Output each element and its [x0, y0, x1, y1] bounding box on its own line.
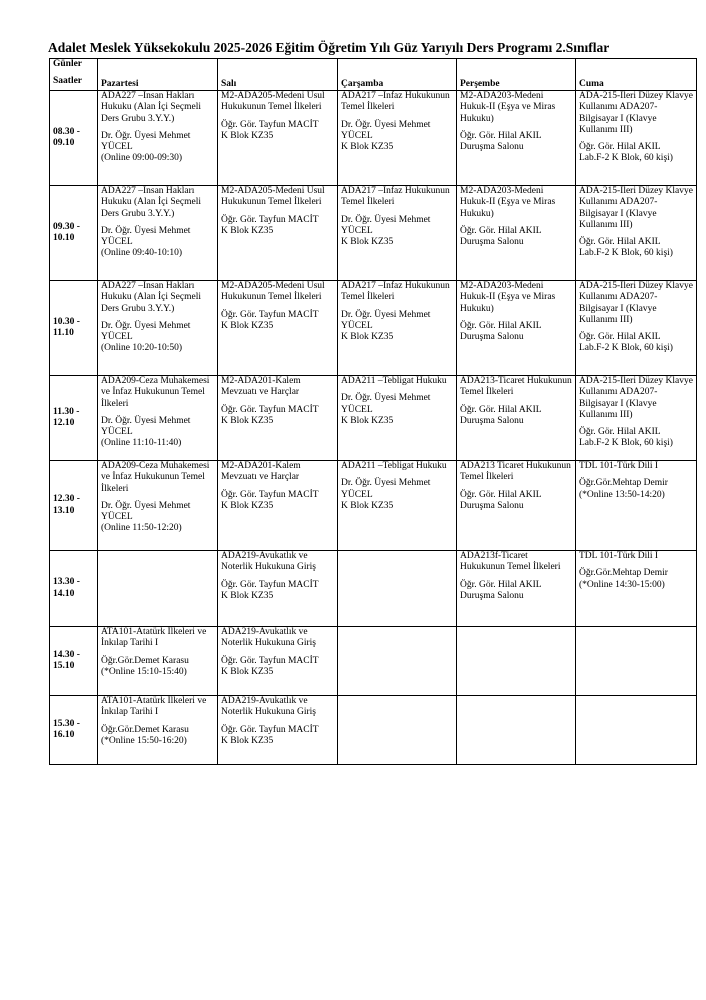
- instructor: Öğr. Gör. Hilal AKIL: [460, 579, 542, 590]
- course-cell: [457, 696, 576, 765]
- time-slot-row: [50, 696, 697, 765]
- time-cell: [50, 281, 98, 376]
- instructor: Dr. Öğr. Üyesi Mehmet YÜCEL: [341, 393, 431, 415]
- course-name: M2-ADA205-Medeni Usul Hukukunun Temel İlkeleri: [221, 186, 325, 208]
- course-name: M2-ADA203-Medeni Hukuk-II (Eşya ve Miras Hukuku): [460, 91, 556, 124]
- location: K Blok KZ35: [221, 130, 274, 141]
- instructor: Öğr. Gör. Tayfun MACİT: [221, 579, 319, 590]
- location: Lab.F-2 K Blok, 60 kişi): [579, 438, 673, 449]
- course-cell: [576, 281, 697, 376]
- time-start: 12.30 -: [53, 494, 80, 505]
- course-name: ADA219-Avukatlık ve Noterlik Hukukuna Giriş: [221, 551, 316, 573]
- course-cell: [98, 186, 218, 281]
- time-end: 13.10: [53, 505, 75, 516]
- location: Lab.F-2 K Blok, 60 kişi): [579, 153, 673, 164]
- instructor: Öğr.Gör.Mehtap Demir: [579, 478, 668, 489]
- instructor: Öğr.Gör.Demet Karasu: [101, 655, 189, 666]
- time-cell: [50, 376, 98, 461]
- course-cell: [218, 376, 338, 461]
- location: K Blok KZ35: [221, 590, 274, 601]
- course-cell: [338, 376, 457, 461]
- course-cell: [576, 696, 697, 765]
- course-name: ADA-215-İleri Düzey Klavye Kullanımı ADA207-Bilgisayar I (Klavye Kullanımı III): [579, 376, 693, 420]
- instructor: Dr. Öğr. Üyesi Mehmet YÜCEL: [341, 478, 431, 500]
- location: Lab.F-2 K Blok, 60 kişi): [579, 343, 673, 354]
- instructor: Öğr. Gör. Tayfun MACİT: [221, 724, 319, 735]
- instructor: Öğr. Gör. Hilal AKIL: [579, 237, 661, 248]
- instructor: Dr. Öğr. Üyesi Mehmet YÜCEL: [341, 214, 431, 236]
- location: K Blok KZ35: [341, 415, 394, 426]
- course-name: ADA211 –Tebligat Hukuku: [341, 376, 447, 386]
- course-cell: [98, 376, 218, 461]
- course-name: ADA-215-İleri Düzey Klavye Kullanımı ADA207-Bilgisayar I (Klavye Kullanımı III): [579, 91, 693, 135]
- instructor: Öğr. Gör. Hilal AKIL: [460, 225, 542, 236]
- day-header: [98, 59, 218, 91]
- course-cell: [457, 627, 576, 696]
- time-cell: [50, 461, 98, 551]
- day-header-label: Çarşamba: [341, 78, 384, 89]
- course-cell: [576, 376, 697, 461]
- time-cell: [50, 627, 98, 696]
- course-name: ADA211 –Tebligat Hukuku: [341, 461, 447, 471]
- time-start: 08.30 -: [53, 126, 80, 137]
- corner-hours-label: Saatler: [53, 76, 83, 87]
- course-name: ADA227 –İnsan Hakları Hukuku (Alan İçi Seçmeli Ders Grubu 3.Y.Y.): [101, 281, 201, 314]
- location: K Blok KZ35: [341, 237, 394, 248]
- course-name: ADA213 Ticaret Hukukunun Temel İlkeleri: [460, 461, 571, 483]
- day-header: [457, 59, 576, 91]
- time-start: 09.30 -: [53, 221, 80, 232]
- course-name: ADA219-Avukatlık ve Noterlik Hukukuna Giriş: [221, 627, 316, 649]
- course-cell: [218, 551, 338, 627]
- course-cell: [98, 696, 218, 765]
- instructor: Öğr. Gör. Hilal AKIL: [460, 320, 542, 331]
- instructor: Öğr. Gör. Tayfun MACİT: [221, 489, 319, 500]
- time-cell: [50, 551, 98, 627]
- course-name: M2-ADA203-Medeni Hukuk-II (Eşya ve Miras Hukuku): [460, 186, 556, 219]
- location: Duruşma Salonu: [460, 500, 524, 511]
- time-start: 14.30 -: [53, 649, 80, 660]
- location: Duruşma Salonu: [460, 142, 524, 153]
- course-cell: [338, 551, 457, 627]
- instructor: Dr. Öğr. Üyesi Mehmet YÜCEL: [101, 130, 191, 153]
- time-end: 11.10: [53, 328, 74, 338]
- course-name: TDL 101-Türk Dili I: [579, 551, 659, 561]
- instructor: Öğr. Gör. Hilal AKIL: [579, 332, 661, 343]
- time-slot-row: [50, 281, 697, 376]
- course-cell: [218, 461, 338, 551]
- time-cell: [50, 186, 98, 281]
- day-header: [218, 59, 338, 91]
- course-cell: [457, 376, 576, 461]
- location: K Blok KZ35: [221, 415, 274, 426]
- location: (*Online 15:50-16:20): [101, 735, 187, 746]
- course-name: ADA-215-İleri Düzey Klavye Kullanımı ADA207-Bilgisayar I (Klavye Kullanımı III): [579, 281, 693, 325]
- course-cell: [457, 461, 576, 551]
- time-end: 12.10: [53, 418, 75, 428]
- day-header: [576, 59, 697, 91]
- course-cell: [457, 186, 576, 281]
- course-cell: [218, 186, 338, 281]
- course-cell: [98, 627, 218, 696]
- time-slot-row: [50, 186, 697, 281]
- course-name: ADA227 –İnsan Hakları Hukuku (Alan İçi Seçmeli Ders Grubu 3.Y.Y.): [101, 186, 201, 219]
- course-cell: [218, 627, 338, 696]
- course-cell: [218, 91, 338, 186]
- instructor: Öğr. Gör. Hilal AKIL: [460, 489, 542, 500]
- course-cell: [457, 281, 576, 376]
- course-cell: [98, 281, 218, 376]
- day-header-label: Cuma: [579, 78, 604, 89]
- instructor: Dr. Öğr. Üyesi Mehmet YÜCEL: [101, 500, 191, 523]
- course-cell: [98, 461, 218, 551]
- location: K Blok KZ35: [221, 225, 274, 236]
- time-slot-row: [50, 551, 697, 627]
- location: (Online 11:10-11:40): [101, 438, 182, 449]
- instructor: Öğr.Gör.Mehtap Demir: [579, 568, 668, 579]
- schedule-table: [49, 58, 697, 765]
- instructor: Dr. Öğr. Üyesi Mehmet YÜCEL: [101, 415, 191, 438]
- time-start: 13.30 -: [53, 577, 80, 588]
- course-cell: [98, 91, 218, 186]
- course-name: ADA227 –İnsan Hakları Hukuku (Alan İçi Seçmeli Ders Grubu 3.Y.Y.): [101, 91, 201, 124]
- instructor: Öğr. Gör. Tayfun MACİT: [221, 309, 319, 320]
- location: (Online 09:00-09:30): [101, 153, 183, 164]
- location: Lab.F-2 K Blok, 60 kişi): [579, 248, 673, 259]
- time-end: 15.10: [53, 661, 75, 671]
- course-cell: [338, 461, 457, 551]
- course-name: TDL 101-Türk Dili I: [579, 461, 659, 471]
- location: (Online 11:50-12:20): [101, 523, 182, 534]
- course-cell: [98, 551, 218, 627]
- time-start: 15.30 -: [53, 718, 80, 729]
- course-name: ADA217 –İnfaz Hukukunun Temel İlkeleri: [341, 281, 450, 303]
- time-cell: [50, 696, 98, 765]
- day-header-label: Pazartesi: [101, 78, 139, 89]
- course-name: ADA209-Ceza Muhakemesi ve İnfaz Hukukunun Temel İlkeleri: [101, 461, 210, 494]
- course-cell: [218, 696, 338, 765]
- location: K Blok KZ35: [341, 500, 394, 511]
- instructor: Dr. Öğr. Üyesi Mehmet YÜCEL: [101, 320, 191, 343]
- instructor: Dr. Öğr. Üyesi Mehmet YÜCEL: [341, 119, 431, 141]
- time-slot-row: [50, 627, 697, 696]
- location: Duruşma Salonu: [460, 590, 524, 601]
- location: Duruşma Salonu: [460, 415, 524, 426]
- course-name: ADA217 –İnfaz Hukukunun Temel İlkeleri: [341, 91, 450, 113]
- location: K Blok KZ35: [221, 320, 274, 331]
- course-cell: [576, 186, 697, 281]
- course-cell: [338, 281, 457, 376]
- instructor: Öğr. Gör. Tayfun MACİT: [221, 119, 319, 130]
- location: Duruşma Salonu: [460, 332, 524, 343]
- location: (*Online 14:30-15:00): [579, 579, 665, 590]
- course-cell: [576, 551, 697, 627]
- location: K Blok KZ35: [341, 332, 394, 343]
- header-row: [50, 59, 697, 91]
- instructor: Öğr. Gör. Hilal AKIL: [460, 130, 542, 141]
- course-cell: [338, 186, 457, 281]
- course-name: M2-ADA201-Kalem Mevzuatı ve Harçlar: [221, 376, 301, 398]
- course-name: ADA217 –İnfaz Hukukunun Temel İlkeleri: [341, 186, 450, 208]
- time-start: 11.30 -: [53, 406, 80, 417]
- instructor: Öğr. Gör. Hilal AKIL: [460, 404, 542, 415]
- course-name: ADA213-Ticaret Hukukunun Temel İlkeleri: [460, 376, 572, 398]
- day-header-label: Salı: [221, 78, 237, 89]
- course-name: ATA101-Atatürk İlkeleri ve İnkılap Tarihi I: [101, 627, 207, 649]
- location: (Online 10:20-10:50): [101, 343, 183, 354]
- course-name: ADA-215-İleri Düzey Klavye Kullanımı ADA207-Bilgisayar I (Klavye Kullanımı III): [579, 186, 693, 230]
- course-cell: [576, 461, 697, 551]
- course-cell: [576, 91, 697, 186]
- instructor: Dr. Öğr. Üyesi Mehmet YÜCEL: [341, 309, 431, 331]
- page-title: Adalet Meslek Yüksekokulu 2025-2026 Eğitim Öğretim Yılı Güz Yarıyılı Ders Programı 2.Sınıflar: [48, 40, 610, 55]
- course-cell: [457, 91, 576, 186]
- corner-cell: [50, 59, 98, 91]
- day-header: [338, 59, 457, 91]
- course-name: ADA219-Avukatlık ve Noterlik Hukukuna Giriş: [221, 696, 316, 718]
- course-name: ADA209-Ceza Muhakemesi ve İnfaz Hukukunun Temel İlkeleri: [101, 376, 210, 409]
- time-slot-row: [50, 376, 697, 461]
- time-end: 09.10: [53, 138, 75, 148]
- location: (*Online 15:10-15:40): [101, 666, 187, 677]
- instructor: Öğr. Gör. Hilal AKIL: [579, 427, 661, 438]
- course-cell: [338, 91, 457, 186]
- time-end: 10.10: [53, 233, 75, 243]
- instructor: Öğr. Gör. Tayfun MACİT: [221, 214, 319, 225]
- course-name: ATA101-Atatürk İlkeleri ve İnkılap Tarihi I: [101, 696, 207, 718]
- location: Duruşma Salonu: [460, 237, 524, 248]
- time-slot-row: [50, 91, 697, 186]
- time-cell: [50, 91, 98, 186]
- instructor: Dr. Öğr. Üyesi Mehmet YÜCEL: [101, 225, 191, 248]
- course-cell: [457, 551, 576, 627]
- location: (Online 09:40-10:10): [101, 248, 183, 259]
- location: K Blok KZ35: [221, 666, 274, 677]
- instructor: Öğr. Gör. Hilal AKIL: [579, 142, 661, 153]
- location: (*Online 13:50-14:20): [579, 489, 665, 500]
- corner-days-label: Günler: [53, 59, 83, 69]
- time-start: 10.30 -: [53, 316, 80, 327]
- course-cell: [576, 627, 697, 696]
- location: K Blok KZ35: [221, 500, 274, 511]
- day-header-label: Perşembe: [460, 78, 500, 89]
- course-name: M2-ADA201-Kalem Mevzuatı ve Harçlar: [221, 461, 301, 483]
- course-cell: [218, 281, 338, 376]
- course-name: M2-ADA203-Medeni Hukuk-II (Eşya ve Miras Hukuku): [460, 281, 556, 314]
- time-end: 16.10: [53, 730, 75, 740]
- course-name: M2-ADA205-Medeni Usul Hukukunun Temel İlkeleri: [221, 91, 325, 113]
- course-cell: [338, 696, 457, 765]
- time-slot-row: [50, 461, 697, 551]
- location: K Blok KZ35: [221, 735, 274, 746]
- course-name: ADA213f-Ticaret Hukukunun Temel İlkeleri: [460, 551, 561, 573]
- instructor: Öğr. Gör. Tayfun MACİT: [221, 404, 319, 415]
- location: K Blok KZ35: [341, 142, 394, 153]
- course-cell: [338, 627, 457, 696]
- course-name: M2-ADA205-Medeni Usul Hukukunun Temel İlkeleri: [221, 281, 325, 303]
- instructor: Öğr.Gör.Demet Karasu: [101, 724, 189, 735]
- time-end: 14.10: [53, 588, 75, 599]
- instructor: Öğr. Gör. Tayfun MACİT: [221, 655, 319, 666]
